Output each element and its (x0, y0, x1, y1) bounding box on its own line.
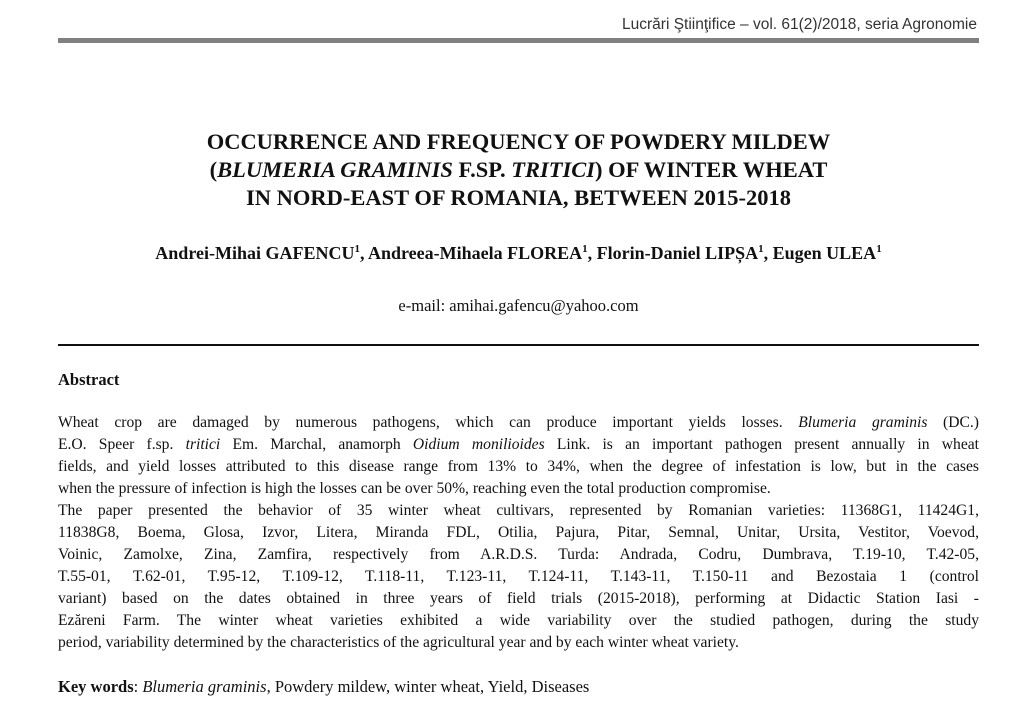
abstract-line: fields, and yield losses attributed to this disease range from 13% to 34%, when the degree of infestation is low, but in the cases (58, 458, 979, 475)
abstract-line: Voinic, Zamolxe, Zina, Zamfira, respectively from A.R.D.S. Turda: Andrada, Codru, Dumbrava, T.19-10, T.42-05, (58, 546, 979, 563)
title-species: BLUMERIA GRAMINIS (217, 157, 453, 182)
author-name: Andreea-Mihaela FLOREA (367, 243, 583, 263)
paper-title (58, 128, 979, 212)
abstract-anamorph: Oidium monilioides (412, 436, 545, 453)
contact-email: e-mail: amihai.gafencu@yahoo.com (398, 296, 639, 315)
author-affiliation: 1 (354, 243, 360, 255)
title-paren-open: ( (209, 157, 218, 182)
abstract-forma: tritici (185, 436, 221, 453)
author-separator: , (763, 243, 773, 263)
author-affiliation: 1 (582, 243, 588, 255)
title-line-3: IN NORD-EAST OF ROMANIA, BETWEEN 2015-2018 (245, 185, 792, 210)
author-affiliation: 1 (876, 243, 882, 255)
section-divider (58, 344, 979, 346)
abstract-line: T.55-01, T.62-01, T.95-12, T.109-12, T.118-11, T.123-11, T.124-11, T.143-11, T.150-11 and Bezostaia 1 (control (58, 568, 979, 585)
abstract-line: variant) based on the dates obtained in three years of field trials (2015-2018), performing at Didactic Station Iasi - (58, 590, 979, 607)
abstract-heading: Abstract (58, 370, 120, 389)
author-list (58, 243, 979, 264)
title-forma: TRITICI (511, 157, 596, 182)
abstract-body (58, 412, 979, 654)
keyword-species: Blumeria graminis (142, 677, 267, 696)
author-name: Andrei-Mihai GAFENCU (155, 243, 355, 263)
abstract-text: Wheat crop are damaged by numerous pathogens, which can produce important yields losses. (58, 414, 799, 431)
header-rule (58, 38, 979, 43)
keywords (58, 677, 589, 697)
abstract-line: when the pressure of infection is high the losses can be over 50%, reaching even the total production compromise. (58, 480, 771, 497)
title-line-1: OCCURRENCE AND FREQUENCY OF POWDERY MILDEW (206, 129, 831, 154)
abstract-line: Ezăreni Farm. The winter wheat varieties exhibited a wide variability over the studied pathogen, during the study (58, 612, 979, 629)
keywords-label: Key words (58, 677, 134, 696)
title-line-2 (58, 156, 979, 184)
abstract-line (58, 412, 979, 434)
author-separator: , (359, 243, 368, 263)
abstract-line: The paper presented the behavior of 35 winter wheat cultivars, represented by Romanian varieties: 11368G1, 11424G1, (58, 502, 979, 519)
author-affiliation: 1 (758, 243, 764, 255)
abstract-text: E.O. Speer f.sp. (58, 436, 186, 453)
author-name: Florin-Daniel LIPȘA (596, 243, 759, 263)
abstract-line: 11838G8, Boema, Glosa, Izvor, Litera, Miranda FDL, Otilia, Pajura, Pitar, Semnal, Unitar, Ursita, Vestitor, Voevod, (58, 524, 979, 541)
abstract-line (58, 434, 979, 456)
author-name: Eugen ULEA (772, 243, 877, 263)
abstract-species: Blumeria graminis (798, 414, 928, 431)
abstract-text: Em. Marchal, anamorph (220, 436, 413, 453)
keywords-colon: : (133, 677, 143, 696)
abstract-text: (DC.) (927, 414, 979, 431)
abstract-text: Link. is an important pathogen present annually in wheat (544, 436, 980, 453)
title-line-2-end: ) OF WINTER WHEAT (595, 157, 828, 182)
title-fsp: F.SP. (452, 157, 512, 182)
journal-header: Lucrări Ştiinţifice – vol. 61(2)/2018, seria Agronomie (622, 16, 977, 33)
abstract-line: period, variability determined by the characteristics of the agricultural year and by each winter wheat variety. (58, 634, 739, 651)
keywords-rest: , Powdery mildew, winter wheat, Yield, Diseases (266, 677, 590, 696)
author-separator: , (587, 243, 597, 263)
